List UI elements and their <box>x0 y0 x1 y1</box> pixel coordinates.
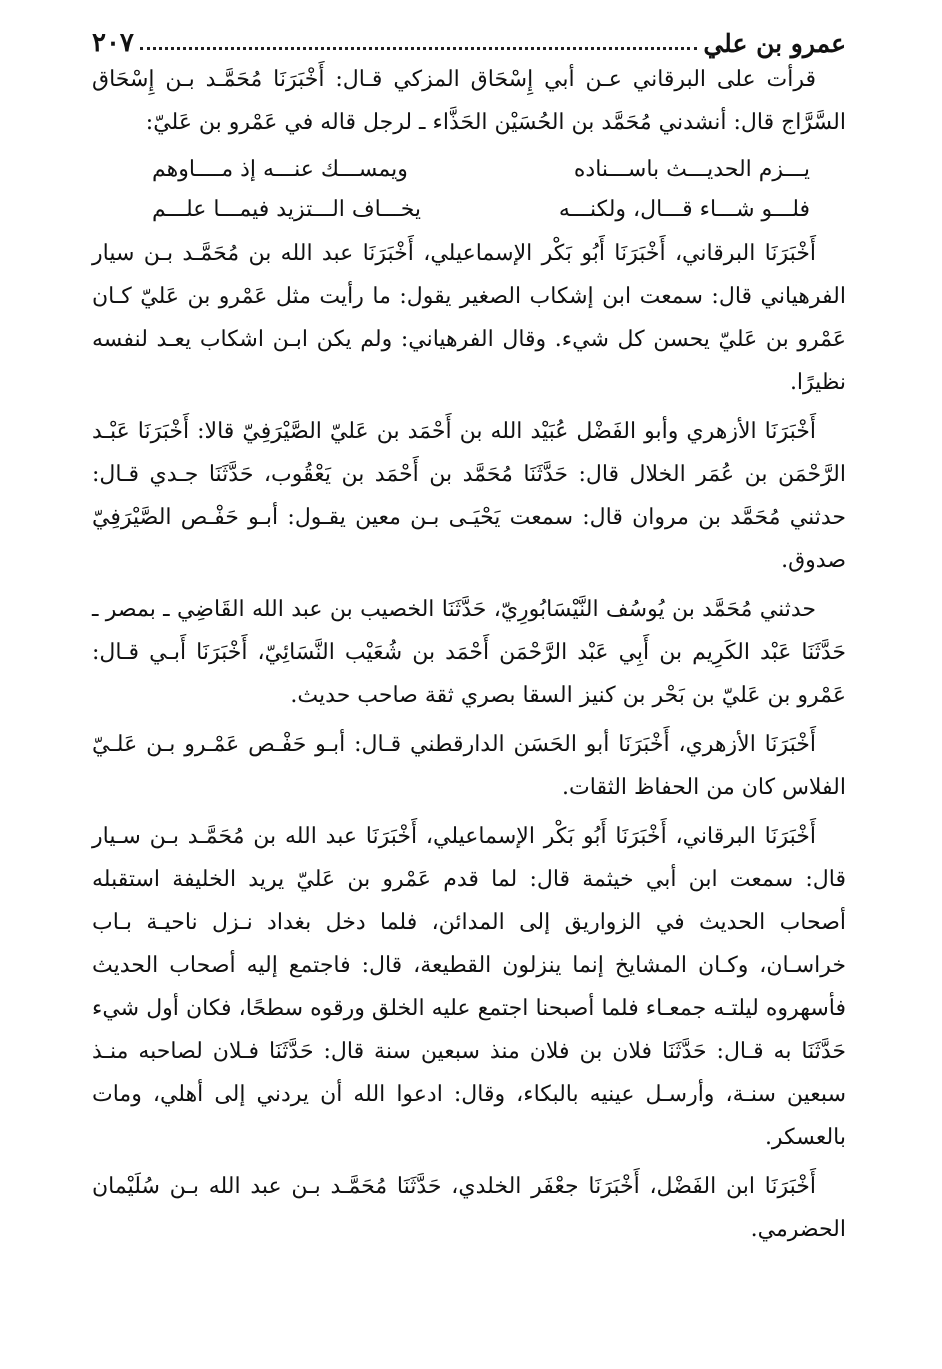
paragraph <box>92 410 846 582</box>
paragraph <box>92 723 846 809</box>
paragraph-intro <box>92 58 846 144</box>
paragraph-text: قرأت على البرقاني عـن أبي إِسْحَاق المزكي قـال: أَخْبَرَنَا مُحَمَّـد بـن إِسْحَاق السَّرَّاج قال: أنشدني مُحَمَّد بن الحُسَيْن الحَذَّاء ـ لرجل قاله في عَمْرو بن عَليّ: <box>92 67 846 135</box>
poem-verses <box>92 150 846 230</box>
verse-first-hemistich: فلـــو شـــاء قـــال، ولكنـــه <box>558 197 810 222</box>
paragraph-text: أَخْبَرَنَا الأزهري وأبو الفَضْل عُبَيْد الله بن أَحْمَد بن عَليّ الصَّيْرَفِيّ قالا: أَخْبَرَنَا عَبْـد الرَّحْمَن بن عُمَر الخلال قال: حَدَّثَنَا مُحَمَّد بن أَحْمَد بن يَعْقُوب، حَدَّثَنَا جـدي قـال: حدثني مُحَمَّد بن مروان قال: سمعت يَحْيَـى بـن معين يقـول: أبـو حَفْـص الصَّيْرَفِيّ صدوق. <box>92 419 847 573</box>
paragraph-text: أَخْبَرَنَا البرقاني، أَخْبَرَنَا أَبُو بَكْر الإسماعيلي، أَخْبَرَنَا عبد الله بن مُحَمَّـد بـن سيار الفرهياني قال: سمعت ابن إشكاب الصغير يقول: ما رأيت مثل عَمْرو بن عَليّ كـان عَمْرو بن عَليّ يحسن كل شيء. وقال الفرهياني: ولم يكن ابـن اشكاب يعـد لنفسه نظيرًا. <box>92 241 846 395</box>
page-number: ٢٠٧ <box>92 28 134 58</box>
page-header <box>92 14 846 58</box>
paragraph <box>92 815 846 1159</box>
verse-second-hemistich: ويمســـك عنـــه إذ مــــاوهم <box>152 157 408 182</box>
verse-line <box>152 150 810 190</box>
verse-first-hemistich: يـــزم الحديـــث باســـناده <box>573 157 810 182</box>
paragraph-text: أَخْبَرَنَا الأزهري، أَخْبَرَنَا أبو الحَسَن الدارقطني قـال: أبـو حَفْـص عَمْـرو بـن عَلـيّ الفلاس كان من الحفاظ الثقات. <box>92 732 846 800</box>
running-title: عمرو بن علي <box>703 29 846 58</box>
paragraph-text: أَخْبَرَنَا ابن الفَضْل، أَخْبَرَنَا جعْفَر الخلدي، حَدَّثَنَا مُحَمَّـد بـن عبد الله بـن سُلَيْمان الحضرمي. <box>92 1174 846 1242</box>
verse-line <box>152 190 810 230</box>
paragraph <box>92 1165 846 1251</box>
dotted-leader <box>140 47 697 50</box>
paragraph <box>92 232 846 404</box>
paragraph-text: أَخْبَرَنَا البرقاني، أَخْبَرَنَا أَبُو بَكْر الإسماعيلي، أَخْبَرَنَا عبد الله بن مُحَمَّـد بـن سـيار قال: سمعت ابن أبي خيثمة قال: لما قدم عَمْرو بن عَليّ يريد الخليفة استقبله أصحاب الحديث في الزواريق إلى المدائن، فلما دخل بغداد نـزل ناحيـة بـاب خراسـان، وكـان المشايخ إنما ينزلون القطيعة، قال: فاجتمع إليه أصحاب الحديث فأسهروه ليلتـه جمعـاء فلما أصبحنا اجتمع عليه الخلق ورقوه سطحًا، فكان أول شيء حَدَّثَنَا به قـال: حَدَّثَنَا فلان بن فلان منذ سبعين سنة قال: حَدَّثَنَا فـلان لصاحبه منـذ سبعين سنـة، وأرسـل عينيه بالبكاء، وقال: ادعوا الله أن يردني إلى أهلي، ومات بالعسكر. <box>92 824 846 1150</box>
verse-second-hemistich: يخـــاف الـــتزيد فيمـــا علـــم <box>152 197 422 222</box>
paragraph <box>92 588 846 717</box>
paragraph-text: حدثني مُحَمَّد بن يُوسُف النَّيْسَابُورِيّ، حَدَّثَنَا الخصيب بن عبد الله القَاضِي ـ بمصر ـ حَدَّثَنَا عَبْد الكَرِيم بن أَبِي عَبْد الرَّحْمَن أَحْمَد بن شُعَيْب النَّسَائِيّ، أَخْبَرَنَا أَبـي قـال: عَمْرو بن عَليّ بن بَحْر بن كنيز السقا بصري ثقة صاحب حديث. <box>92 597 846 708</box>
